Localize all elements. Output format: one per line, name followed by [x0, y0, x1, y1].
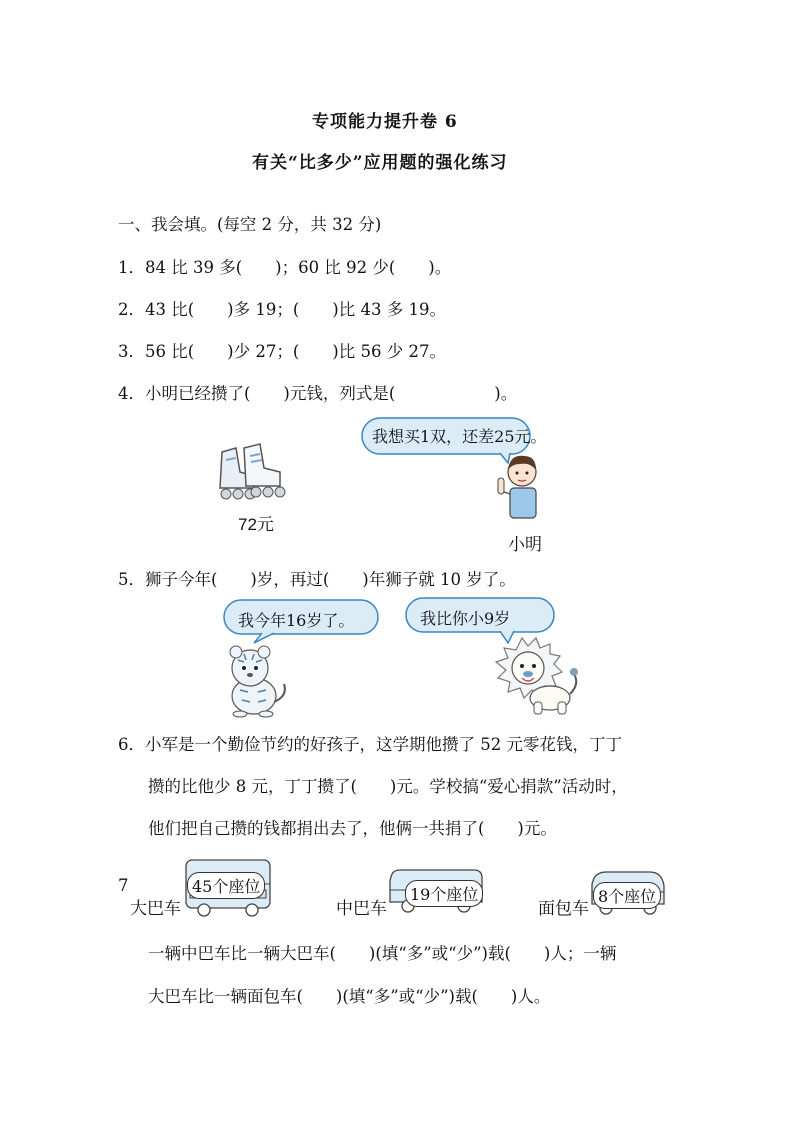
- big-bus-label: 大巴车: [130, 899, 181, 919]
- question-7-number: 7: [118, 876, 129, 895]
- mid-bus-label: 中巴车: [336, 899, 387, 919]
- speech-text-tiger: 我今年16岁了。: [238, 611, 355, 630]
- question-1: 1．84 比 39 多( )；60 比 92 少( )。: [118, 258, 452, 277]
- boy-xiaoming-illustration: [492, 452, 548, 526]
- question-7-line-1: 一辆中巴车比一辆大巴车( )(填“多”或“少”)载( )人；一辆: [148, 944, 617, 963]
- page-title: 专项能力提升卷 6: [312, 112, 458, 132]
- question-5: 5．狮子今年( )岁，再过( )年狮子就 10 岁了。: [118, 570, 516, 589]
- section-heading: 一、我会填。(每空 2 分，共 32 分): [118, 215, 382, 234]
- question-6-line-1: 6．小军是一个勤俭节约的好孩子，这学期他攒了 52 元零花钱，丁丁: [118, 735, 622, 754]
- question-6-line-3: 他们把自己攒的钱都捐出去了，他俩一共捐了( )元。: [148, 819, 557, 838]
- van-seats: 8个座位: [593, 882, 661, 909]
- speech-text-lion: 我比你小9岁: [420, 609, 511, 628]
- mid-bus-seats: 19个座位: [405, 880, 483, 907]
- question-4: 4．小明已经攒了( )元钱，列式是( )。: [118, 384, 518, 403]
- big-bus-seats: 45个座位: [187, 872, 265, 899]
- speech-text-xiaoming: 我想买1双，还差25元。: [372, 427, 547, 446]
- lion-illustration: [486, 634, 582, 718]
- question-7-line-2: 大巴车比一辆面包车( )(填“多”或“少”)载( )人。: [148, 987, 551, 1006]
- skates-price: 72元: [238, 515, 274, 534]
- question-2: 2．43 比( )多 19；( )比 43 多 19。: [118, 300, 446, 319]
- boy-name-label: 小明: [508, 535, 542, 554]
- roller-skates-illustration: [214, 442, 290, 504]
- question-3: 3．56 比( )少 27；( )比 56 少 27。: [118, 342, 446, 361]
- question-6-line-2: 攒的比他少 8 元，丁丁攒了( )元。学校搞“爱心捐款”活动时，: [148, 777, 628, 796]
- van-label: 面包车: [538, 899, 589, 919]
- page-subtitle: 有关“比多少”应用题的强化练习: [252, 153, 508, 173]
- tiger-illustration: [214, 640, 290, 718]
